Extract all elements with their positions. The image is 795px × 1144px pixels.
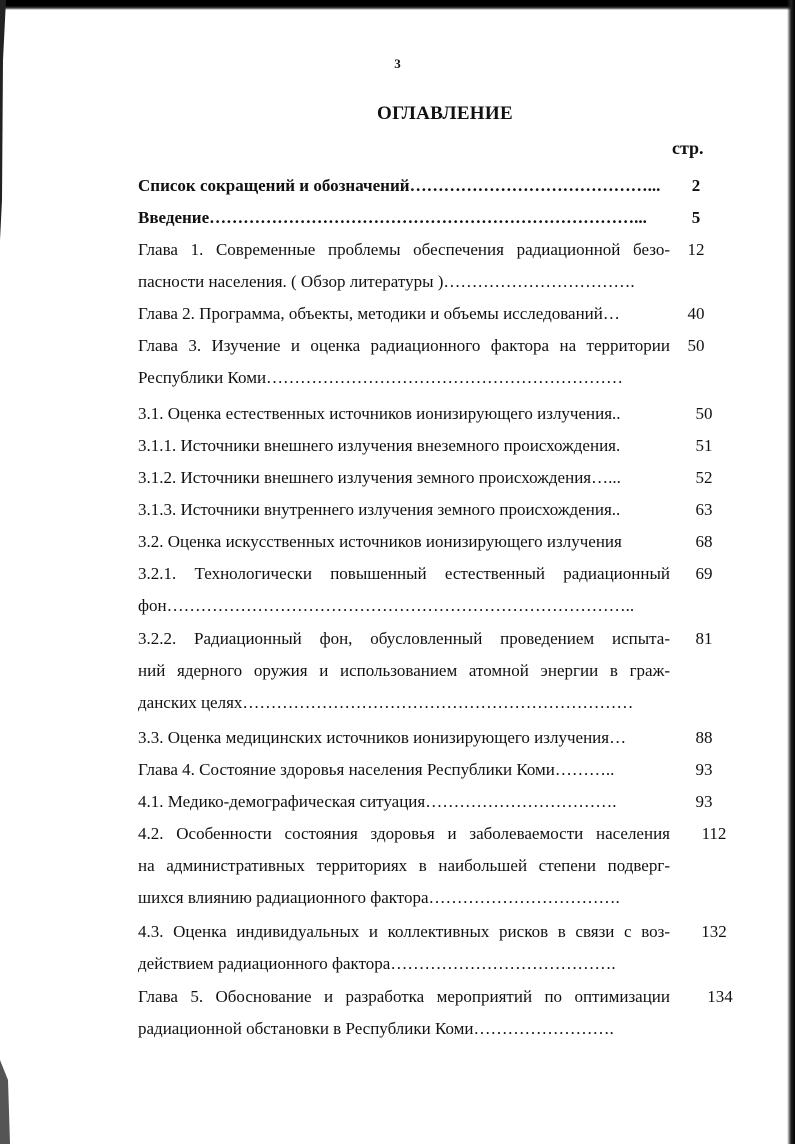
page-title: ОГЛАВЛЕНИЕ	[377, 103, 513, 124]
toc-entry	[138, 234, 670, 298]
toc-entry	[138, 202, 670, 234]
toc-page-number: 93	[695, 792, 713, 811]
toc-page-number: 40	[687, 304, 705, 323]
toc-entry	[138, 623, 670, 719]
toc-entry-line: 3.1.2. Источники внешнего излучения земного происхождения…...	[138, 468, 621, 487]
toc-page-number: 50	[687, 336, 705, 355]
toc-page-number: 68	[695, 532, 713, 551]
toc-entry-line: 3.2. Оценка искусственных источников ионизирующего излучения	[138, 532, 622, 551]
toc-entry-line: 3.3. Оценка медицинских источников ионизирующего излучения…	[138, 728, 627, 747]
scan-edge-right	[787, 0, 795, 1144]
toc-entry-line: данских целях……………………………………………………………	[138, 693, 634, 712]
toc-entry-line: 3.2.2. Радиационный фон, обусловленный проведением испыта-	[138, 629, 670, 648]
toc-page-number: 132	[701, 922, 727, 941]
toc-entry-line: шихся влиянию радиационного фактора…………………………….	[138, 888, 620, 907]
toc-entry	[138, 526, 670, 558]
toc-page-number: 12	[687, 240, 705, 259]
toc-page-number: 93	[695, 760, 713, 779]
toc-page-number: 5	[691, 208, 701, 227]
toc-entry	[138, 981, 670, 1045]
toc-entry	[138, 558, 670, 622]
toc-entry-line: Республики Коми………………………………………………………	[138, 368, 624, 387]
toc-entry	[138, 462, 670, 494]
toc-entry	[138, 818, 670, 914]
toc-entry-line: 3.2.1. Технологически повышенный естественный радиационный	[138, 564, 670, 583]
toc-page-number: 134	[707, 987, 733, 1006]
toc-entry-line: 4.1. Медико-демографическая ситуация…………………………….	[138, 792, 617, 811]
toc-entry-line: Список сокращений и обозначений……………………………………...	[138, 176, 661, 195]
toc-page-number: 50	[695, 404, 713, 423]
toc-entry	[138, 754, 670, 786]
toc-entry-line: Глава 5. Обоснование и разработка мероприятий по оптимизации	[138, 987, 670, 1006]
toc-entry-line: 4.3. Оценка индивидуальных и коллективных рисков в связи с воз-	[138, 922, 670, 941]
toc-page-number: 88	[695, 728, 713, 747]
toc-entry	[138, 398, 670, 430]
page-column-label: стр.	[672, 138, 704, 158]
toc-page-number: 81	[695, 629, 713, 648]
toc-entry-line: на административных территориях в наибольшей степени подверг-	[138, 856, 670, 875]
toc-entry-line: радиационной обстановки в Республики Коми…………………….	[138, 1019, 614, 1038]
toc-entry	[138, 494, 670, 526]
toc-entry-line: 3.1.1. Источники внешнего излучения внеземного происхождения.	[138, 436, 621, 455]
toc-entry-line: 4.2. Особенности состояния здоровья и заболеваемости населения	[138, 824, 670, 843]
toc-entry-line: действием радиационного фактора………………………………….	[138, 954, 616, 973]
scan-edge-top	[0, 0, 795, 10]
toc-page-number: 69	[695, 564, 713, 583]
page-number: 3	[394, 56, 401, 71]
toc-entry-line: ний ядерного оружия и использованием атомной энергии в граж-	[138, 661, 670, 680]
toc-entry-line: пасности населения. ( Обзор литературы )…………………………….	[138, 272, 635, 291]
toc-entry-line: Глава 4. Состояние здоровья населения Республики Коми………..	[138, 760, 615, 779]
toc-entry	[138, 916, 670, 980]
toc-entry	[138, 170, 670, 202]
toc-entry-line: 3.1. Оценка естественных источников ионизирующего излучения..	[138, 404, 621, 423]
toc-entry-line: Глава 3. Изучение и оценка радиационного фактора на территории	[138, 336, 670, 355]
toc-entry	[138, 298, 670, 330]
toc-page-number: 52	[695, 468, 713, 487]
toc-entry	[138, 330, 670, 394]
toc-entry-line: фон………………………………………………………………………..	[138, 596, 635, 615]
toc-page-number: 51	[695, 436, 713, 455]
toc-page-number: 2	[691, 176, 701, 195]
toc-entry-line: 3.1.3. Источники внутреннего излучения земного происхождения..	[138, 500, 621, 519]
toc-entry-line: Глава 1. Современные проблемы обеспечения радиационной безо-	[138, 240, 670, 259]
toc-entry	[138, 722, 670, 754]
toc-page-number: 63	[695, 500, 713, 519]
toc-page-number: 112	[701, 824, 727, 843]
toc-entry	[138, 430, 670, 462]
toc-entry-line: Глава 2. Программа, объекты, методики и объемы исследований…	[138, 304, 620, 323]
toc-entry-line: Введение…………………………………………………………………...	[138, 208, 647, 227]
scan-edge-left	[0, 0, 10, 1144]
toc-entry	[138, 786, 670, 818]
